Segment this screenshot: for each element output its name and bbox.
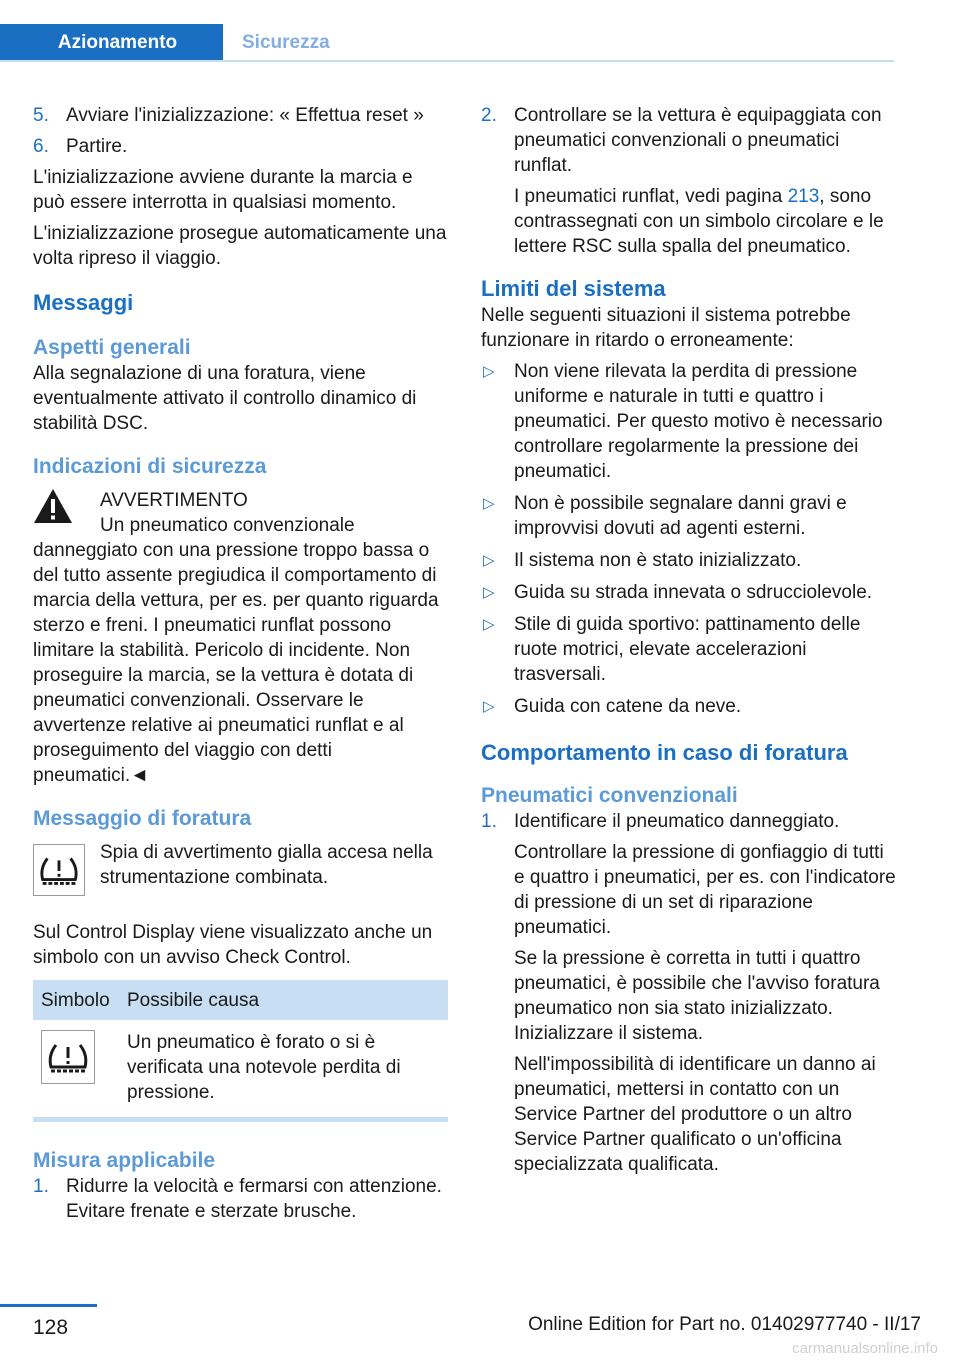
paragraph: Nelle seguenti situazioni il sistema potrebbe funzionare in ritardo o erroneamente: (481, 305, 851, 351)
bullet-text: Non è possibile segnalare danni gravi e improvvisi dovuti ad agenti esterni. (514, 493, 847, 539)
step-text: Ridurre la velocità e fermarsi con attenzione. Evitare frenate e sterzate brusche. (66, 1176, 442, 1222)
page-link-213[interactable]: 213 (787, 186, 820, 207)
spia-text: Spia di avvertimento gialla accesa nella strumentazione combinata. (100, 842, 433, 888)
tire-pressure-warning-icon (41, 1030, 95, 1084)
page-number: 128 (33, 1316, 69, 1339)
list-item (481, 359, 897, 484)
watermark: carmanualsonline.info (792, 1340, 938, 1357)
list-item (481, 694, 897, 719)
left-column (33, 103, 448, 1230)
step-number: 2. (481, 105, 497, 126)
bullet-text: Non viene rilevata la perdita di pressione uniforme e naturale in tutti e quattro i pneumatici. Per questo motivo è necessario controllare regolarmente la pressione dei pneumatici. (514, 361, 883, 482)
page-header (0, 0, 894, 62)
paragraph: L'inizializzazione prosegue automaticamente una volta ripreso il viaggio. (33, 223, 447, 269)
warning-text: Un pneumatico convenzionale danneggiato con una pressione troppo bassa o del tutto assente pregiudica il comportamento di marcia della vettura, per es. per quanto riguarda sterzo e freni. I pneumatici runflat possono limitare la stabilità. Pericolo di incidente. Non proseguire la marcia, se la vettura è dotata di pneumatici convenzionali. Osservare le avvertenze relative ai pneumatici runflat e al proseguimento del viaggio con detti pneumatici.◄ (33, 515, 439, 786)
step-number: 6. (33, 136, 49, 157)
step-text: Avviare l'inizializzazione: « Effettua reset » (66, 105, 424, 126)
bullet-text: Guida su strada innevata o sdrucciolevole. (514, 582, 873, 603)
paragraph: Nell'impossibilità di identificare un danno ai pneumatici, mettersi in contatto con un Service Partner del produttore o un altro Service Partner qualificato o un'officina specializzata qualificata. (514, 1054, 876, 1175)
table-header-simbolo: Simbolo (33, 980, 119, 1020)
symbol-table (33, 980, 448, 1117)
list-item (481, 103, 897, 178)
runflat-text-b: , sono contrassegnati con un simbolo circolare e le lettere RSC sulla spalla del pneumatico. (514, 186, 884, 257)
table-cell-causa: Un pneumatico è forato o si è verificata una notevole perdita di pressione. (127, 1032, 401, 1103)
bullet-text: Guida con catene da neve. (514, 696, 742, 717)
warning-triangle-icon (33, 488, 73, 524)
paragraph: Sul Control Display viene visualizzato anche un simbolo con un avviso Check Control. (33, 922, 433, 968)
warning-title: AVVERTIMENTO (100, 490, 248, 511)
triangle-bullet-icon: ▷ (483, 363, 495, 380)
list-item (481, 580, 897, 605)
triangle-bullet-icon: ▷ (483, 584, 495, 601)
heading-pneumatici-convenzionali: Pneumatici convenzionali (481, 784, 738, 807)
list-item (481, 491, 897, 541)
heading-limiti-sistema: Limiti del sistema (481, 276, 666, 301)
table-header-row (33, 980, 448, 1020)
step-number: 1. (33, 1176, 49, 1197)
heading-misura-applicabile: Misura applicabile (33, 1149, 216, 1172)
runflat-text-a: I pneumatici runflat, vedi pagina (514, 186, 788, 207)
bullet-text: Il sistema non è stato inizializzato. (514, 550, 802, 571)
heading-messaggio-foratura: Messaggio di foratura (33, 807, 252, 830)
paragraph (481, 184, 897, 259)
list-item (481, 612, 897, 687)
paragraph: Se la pressione è corretta in tutti i quattro pneumatici, è possibile che l'avviso foratura pneumatico non sia stato inizializzato. Inizializzare il sistema. (514, 948, 880, 1044)
tire-pressure-warning-icon (33, 844, 85, 896)
list-item (33, 134, 448, 159)
triangle-bullet-icon: ▷ (483, 495, 495, 512)
triangle-bullet-icon: ▷ (483, 616, 495, 633)
bullet-text: Stile di guida sportivo: pattinamento delle ruote motrici, elevate accelerazioni trasversali. (514, 614, 861, 685)
triangle-bullet-icon: ▷ (483, 698, 495, 715)
header-rule (0, 60, 894, 62)
footer-rule (0, 1304, 97, 1307)
table-header-causa: Possibile causa (119, 980, 448, 1020)
paragraph: Controllare la pressione di gonfiaggio di tutti e quattro i pneumatici, per es. con l'indicatore di pressione di un set di riparazione pneumatici. (514, 842, 896, 938)
right-column (481, 103, 897, 1183)
warning-block (33, 488, 448, 788)
edition-text: Online Edition for Part no. 01402977740 - II/17 (528, 1314, 921, 1335)
step-number: 5. (33, 105, 49, 126)
heading-messaggi: Messaggi (33, 290, 134, 315)
triangle-bullet-icon: ▷ (483, 552, 495, 569)
list-item (33, 1174, 448, 1224)
step-text: Controllare se la vettura è equipaggiata con pneumatici convenzionali o pneumatici runflat. (514, 105, 882, 176)
heading-comportamento-foratura: Comportamento in caso di foratura (481, 740, 848, 765)
tab-sicurezza[interactable]: Sicurezza (242, 32, 330, 53)
paragraph: L'inizializzazione avviene durante la marcia e può essere interrotta in qualsiasi momento. (33, 167, 413, 213)
step-number: 1. (481, 811, 497, 832)
tab-azionamento[interactable]: Azionamento (0, 24, 223, 62)
step-text: Partire. (66, 136, 128, 157)
list-item (481, 548, 897, 573)
spia-row (33, 840, 448, 910)
table-cell-symbol (33, 1020, 119, 1117)
heading-indicazioni-sicurezza: Indicazioni di sicurezza (33, 455, 267, 478)
step-text: Identificare il pneumatico danneggiato. (514, 811, 840, 832)
table-row (33, 1020, 448, 1117)
paragraph: Alla segnalazione di una foratura, viene eventualmente attivato il controllo dinamico di stabilità DSC. (33, 363, 417, 434)
table-end-rule (33, 1117, 448, 1122)
heading-aspetti-generali: Aspetti generali (33, 336, 191, 359)
list-item (33, 103, 448, 128)
list-item (481, 809, 897, 834)
